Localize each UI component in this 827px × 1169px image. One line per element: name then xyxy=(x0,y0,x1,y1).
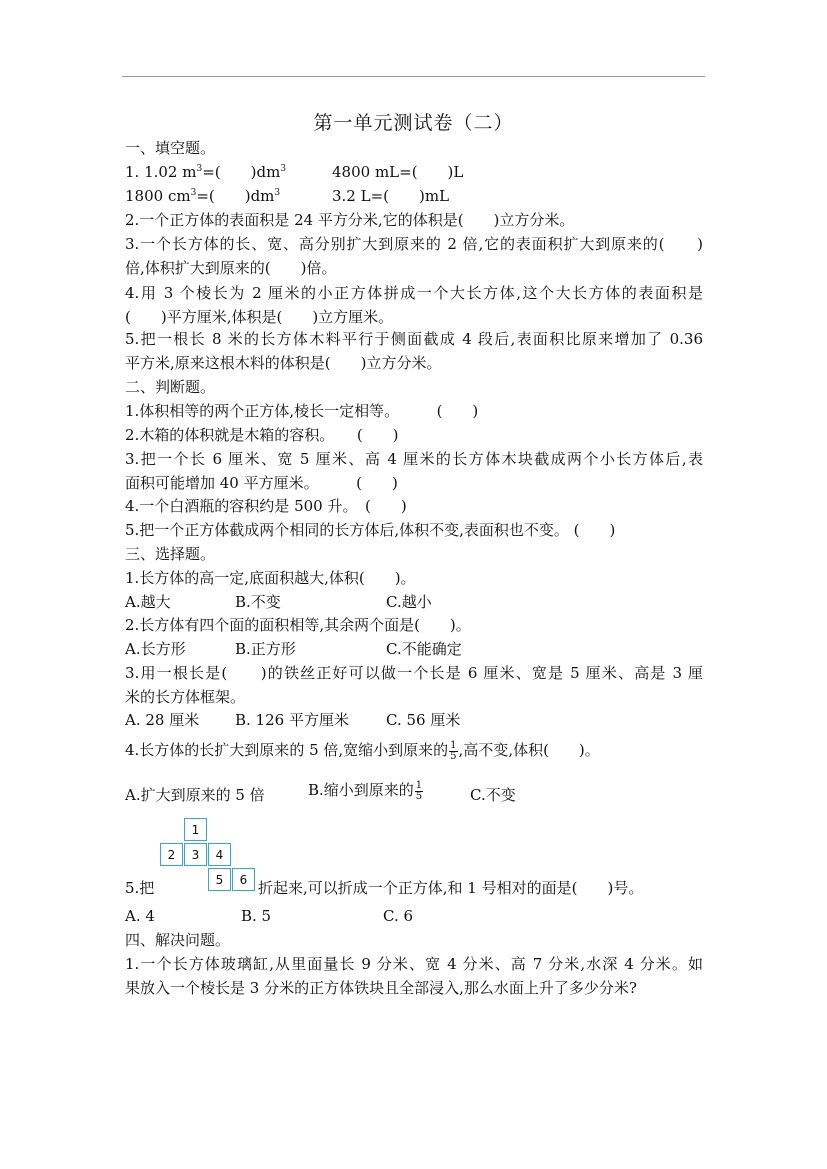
fraction-one-fifth-option: $\frac{1}{5}$ xyxy=(415,779,423,802)
fill-q1d: 3.2 L=( )mL xyxy=(332,187,450,205)
section-heading-fill: 一、填空题。 xyxy=(125,139,216,157)
choice-q3-option-b: B. 126 平方厘米 xyxy=(235,711,349,729)
fill-q1-line2 xyxy=(125,186,280,206)
fill-q3-line2: 倍,体积扩大到原来的( )倍。 xyxy=(125,259,337,277)
net-cell-4: 4 xyxy=(208,843,231,866)
choice-q4: 4.长方体的长扩大到原来的 5 倍,宽缩小到原来的 $\frac{1}{5}$ ,高不变,体积( )。 xyxy=(125,739,600,762)
fill-q1-line1 xyxy=(125,162,286,182)
judge-q3-line1: 3.把一个长 6 厘米、宽 5 厘米、高 4 厘米的长方体木块截成两个小长方体后,表 xyxy=(125,450,703,468)
choice-q2-option-a: A.长方形 xyxy=(125,640,186,658)
fill-q2: 2.一个正方体的表面积是 24 平方分米,它的体积是( )立方分米。 xyxy=(125,211,575,229)
section-heading-judge: 二、判断题。 xyxy=(125,378,216,396)
choice-q3-line1: 3.用一根长是( )的铁丝正好可以做一个长是 6 厘米、宽是 5 厘米、高是 3 厘 xyxy=(125,664,703,682)
choice-q1-option-c: C.越小 xyxy=(386,593,432,611)
fill-q5-line2: 平方米,原来这根木料的体积是( )立方分米。 xyxy=(125,354,442,372)
choice-q5-option-c: C. 6 xyxy=(383,907,414,925)
choice-q3-option-a: A. 28 厘米 xyxy=(125,711,200,729)
choice-q5-option-b: B. 5 xyxy=(241,907,272,925)
choice-q2-option-c: C.不能确定 xyxy=(386,640,462,658)
fill-q1a: 1. 1.02 $m^3=$( )$dm^3$ xyxy=(125,163,287,181)
solve-q1-line2: 果放入一个棱长是 3 分米的正方体铁块且全部浸入,那么水面上升了多少分米? xyxy=(125,979,637,997)
judge-q1: 1.体积相等的两个正方体,棱长一定相等。 ( ) xyxy=(125,402,479,420)
choice-q1: 1.长方体的高一定,底面积越大,体积( )。 xyxy=(125,569,416,587)
choice-q3-line2: 米的长方体框架。 xyxy=(125,688,246,706)
choice-q4-option-c: C.不变 xyxy=(470,786,516,804)
net-cell-3: 3 xyxy=(184,843,207,866)
judge-q5: 5.把一个正方体截成两个相同的长方体后,体积不变,表面积也不变。 ( ) xyxy=(125,521,616,539)
choice-q5-prefix: 5.把 xyxy=(125,879,155,897)
choice-q4-option-a: A.扩大到原来的 5 倍 xyxy=(125,786,265,804)
fill-q1c: 1800 $cm^3=$( )$dm^3$ xyxy=(125,187,281,205)
page-title: 第一单元测试卷（二） xyxy=(313,112,514,134)
choice-q2: 2.长方体有四个面的面积相等,其余两个面是( )。 xyxy=(125,616,471,634)
net-cell-2: 2 xyxy=(160,843,183,866)
fill-q5-line1: 5.把一根长 8 米的长方体木料平行于侧面截成 4 段后,表面积比原来增加了 0.36 xyxy=(125,330,703,348)
net-cell-5: 5 xyxy=(208,868,231,891)
choice-q1-option-a: A.越大 xyxy=(125,593,171,611)
net-cell-6: 6 xyxy=(232,868,255,891)
solve-q1-line1: 1.一个长方体玻璃缸,从里面量长 9 分米、宽 4 分米、高 7 分米,水深 4 分米。如 xyxy=(125,955,703,973)
fill-q3-line1: 3.一个长方体的长、宽、高分别扩大到原来的 2 倍,它的表面积扩大到原来的( ) xyxy=(125,235,703,253)
choice-q4-option-b: B.缩小到原来的 $\frac{1}{5}$ xyxy=(308,779,423,802)
section-heading-solve: 四、解决问题。 xyxy=(125,931,231,949)
header-rule xyxy=(122,76,705,77)
fill-q4-line2: ( )平方厘米,体积是( )立方厘米。 xyxy=(125,308,394,326)
choice-q1-option-b: B.不变 xyxy=(235,593,281,611)
judge-q3-line2: 面积可能增加 40 平方厘米。 ( ) xyxy=(125,474,398,492)
fraction-one-fifth: $\frac{1}{5}$ xyxy=(450,739,457,762)
section-heading-choice: 三、选择题。 xyxy=(125,545,216,563)
net-cell-1: 1 xyxy=(184,818,207,841)
choice-q5-option-a: A. 4 xyxy=(125,907,155,925)
judge-q4: 4.一个白酒瓶的容积约是 500 升。 ( ) xyxy=(125,497,407,515)
choice-q2-option-b: B.正方形 xyxy=(235,640,296,658)
judge-q2: 2.木箱的体积就是木箱的容积。 ( ) xyxy=(125,426,399,444)
cube-net-figure xyxy=(160,818,260,892)
choice-q3-option-c: C. 56 厘米 xyxy=(386,711,461,729)
fill-q4-line1: 4.用 3 个棱长为 2 厘米的小正方体拼成一个大长方体,这个大长方体的表面积是 xyxy=(125,284,703,302)
fill-q1b: 4800 mL=( )L xyxy=(332,163,464,181)
choice-q5-text: 折起来,可以折成一个正方体,和 1 号相对的面是( )号。 xyxy=(258,879,644,897)
